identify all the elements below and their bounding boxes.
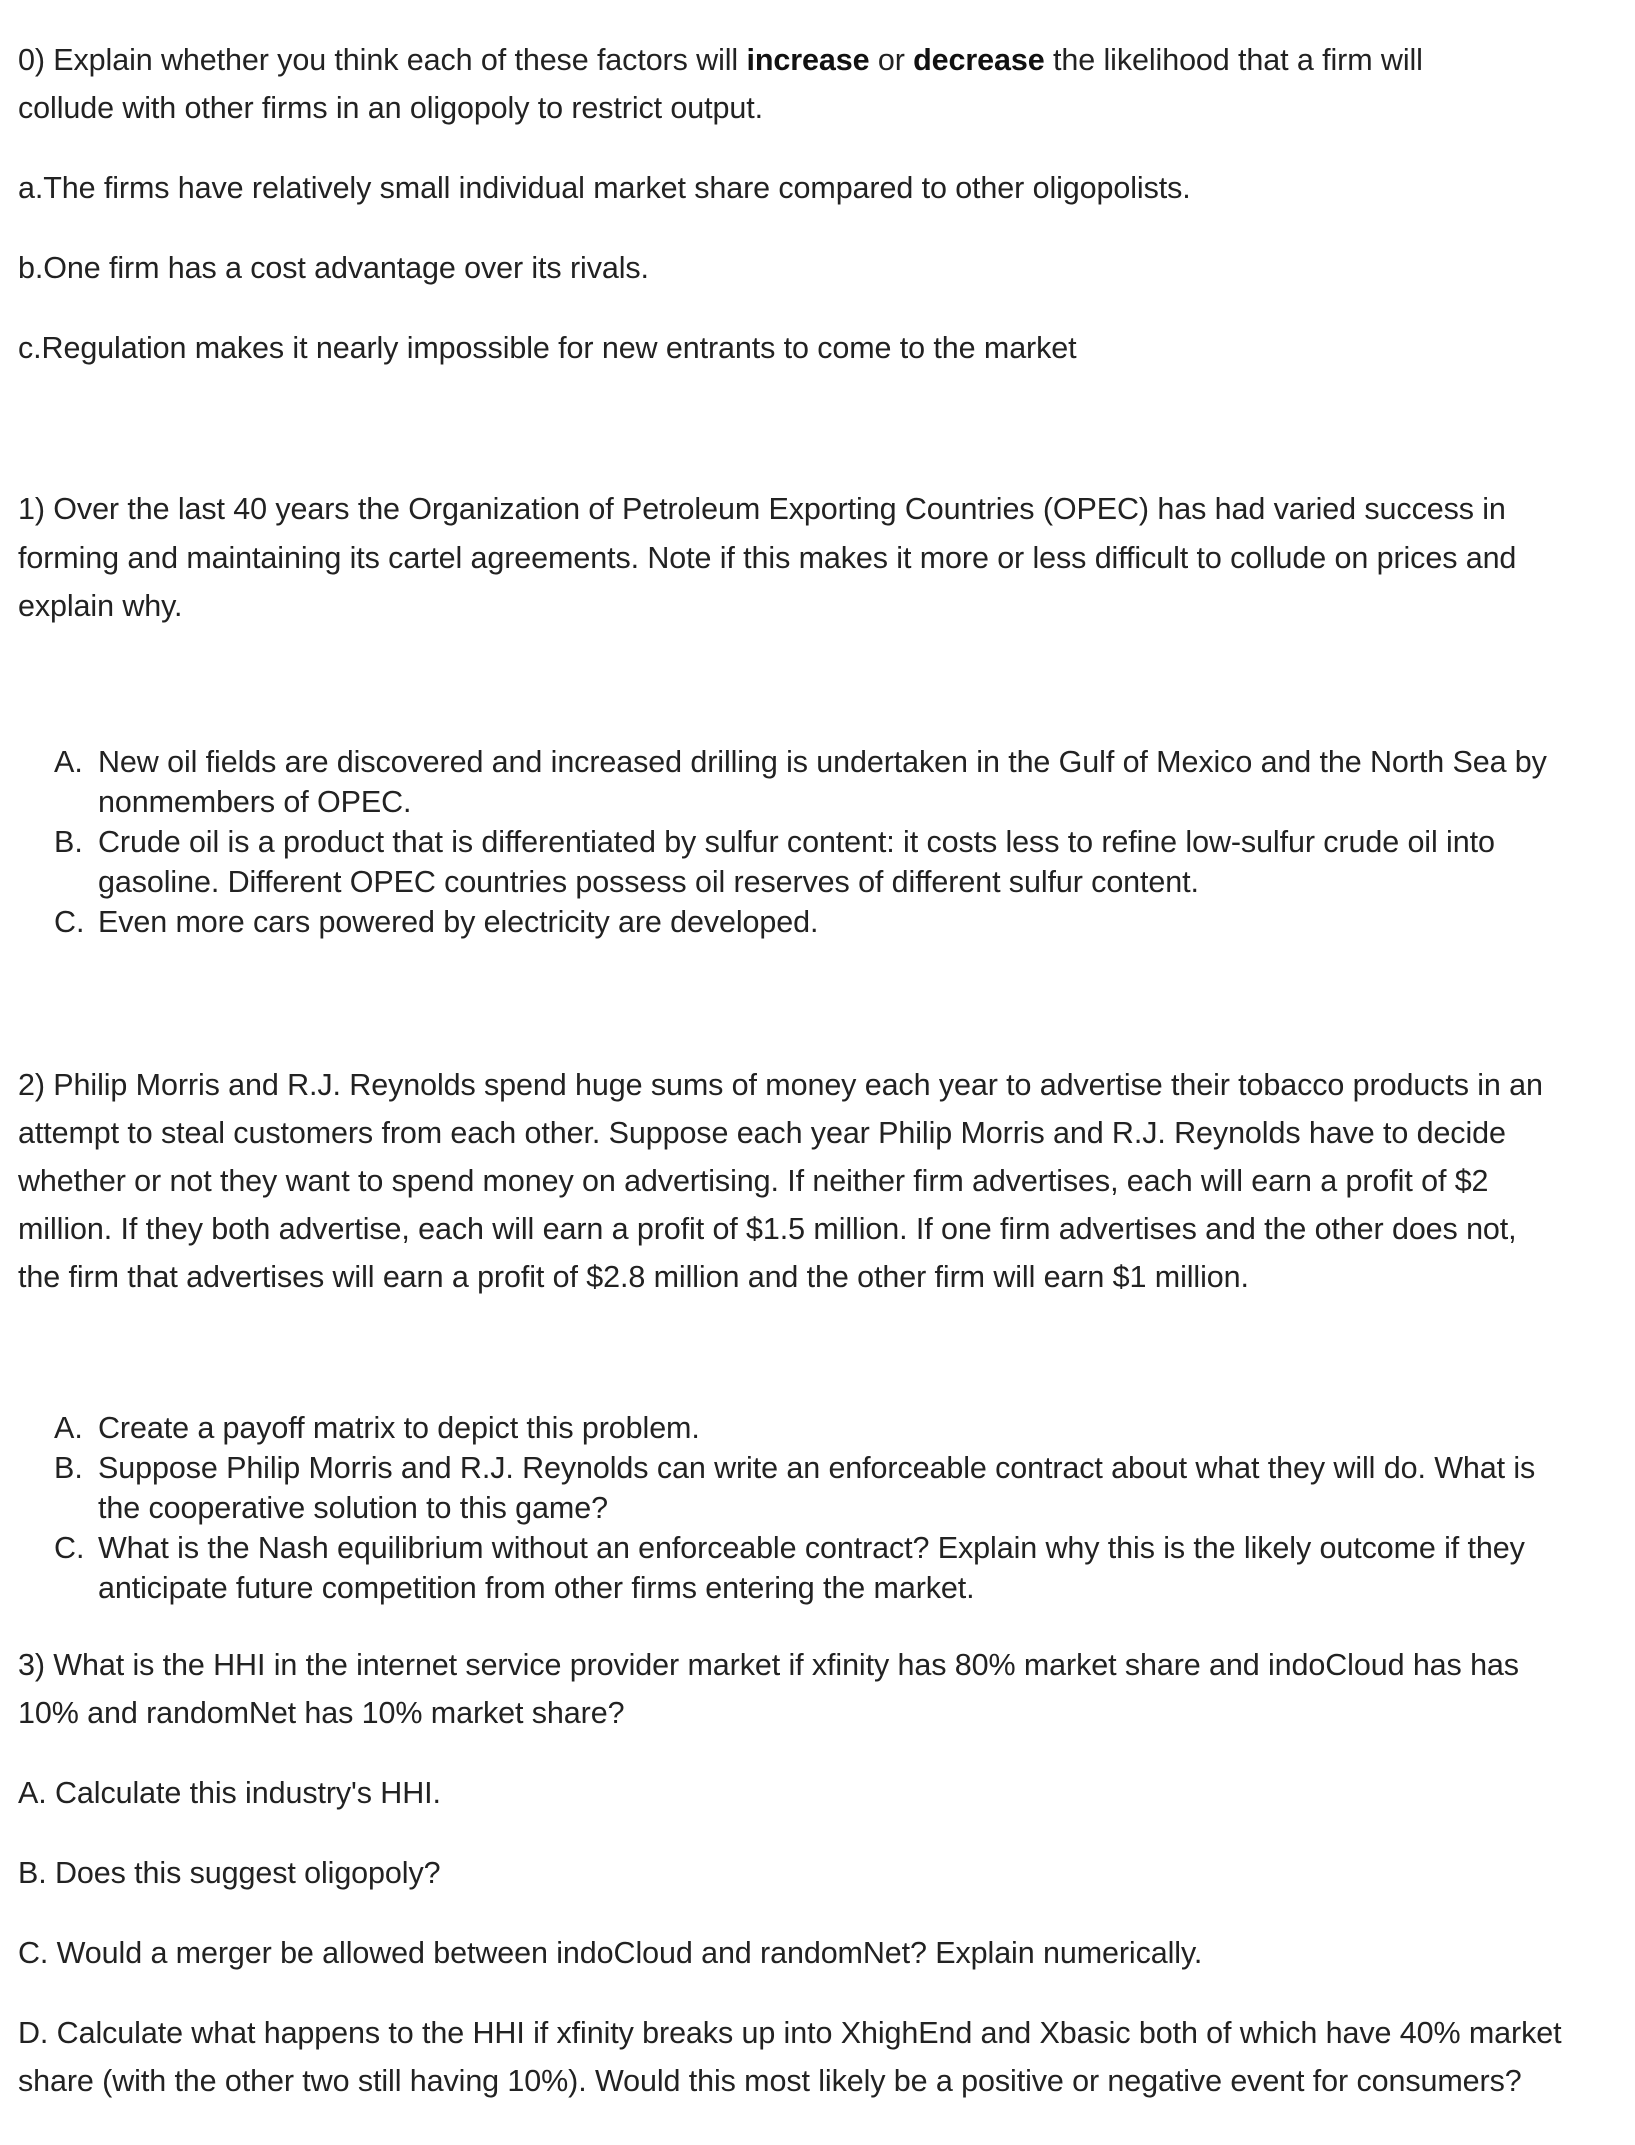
q1-item-c-line-1: Even more cars powered by electricity are developed. bbox=[98, 905, 819, 939]
q2-prompt-line-4: million. If they both advertise, each will earn a profit of $1.5 million. If one firm advertises and the other does not, bbox=[18, 1212, 1517, 1246]
q2-item-c-line-2: anticipate future competition from other firms entering the market. bbox=[98, 1571, 975, 1605]
q1-prompt-line-3: explain why. bbox=[18, 589, 183, 623]
list-marker: A. bbox=[54, 1411, 83, 1445]
q3-prompt-line-2: 10% and randomNet has 10% market share? bbox=[18, 1696, 625, 1730]
q1-prompt-line-1: 1) Over the last 40 years the Organization of Petroleum Exporting Countries (OPEC) has had varied success in bbox=[18, 492, 1506, 526]
q1-item-b-line-2: gasoline. Different OPEC countries possess oil reserves of different sulfur content. bbox=[98, 865, 1199, 899]
q0-prompt-line-2: collude with other firms in an oligopoly to restrict output. bbox=[18, 91, 764, 125]
q0-prompt-line-1 bbox=[18, 36, 1423, 84]
q2-prompt-line-2: attempt to steal customers from each other. Suppose each year Philip Morris and R.J. Reynolds have to decide bbox=[18, 1116, 1506, 1150]
q2-item-c-line-1: What is the Nash equilibrium without an enforceable contract? Explain why this is the likely outcome if they bbox=[98, 1531, 1525, 1565]
list-marker: B. bbox=[54, 1451, 83, 1485]
q1-item-a-line-2: nonmembers of OPEC. bbox=[98, 785, 412, 819]
q2-prompt-line-1: 2) Philip Morris and R.J. Reynolds spend huge sums of money each year to advertise their tobacco products in an bbox=[18, 1068, 1543, 1102]
q0-prompt-text: 0) Explain whether you think each of these factors will bbox=[18, 43, 747, 77]
q3-item-b: B. Does this suggest oligopoly? bbox=[18, 1856, 441, 1890]
q1-prompt-line-2: forming and maintaining its cartel agreements. Note if this makes it more or less difficult to collude on prices and bbox=[18, 541, 1517, 575]
q3-item-c: C. Would a merger be allowed between indoCloud and randomNet? Explain numerically. bbox=[18, 1936, 1203, 1970]
q2-item-b-line-1: Suppose Philip Morris and R.J. Reynolds can write an enforceable contract about what they will do. What is bbox=[98, 1451, 1536, 1485]
q3-item-d-line-1: D. Calculate what happens to the HHI if xfinity breaks up into XhighEnd and Xbasic both of which have 40% market bbox=[18, 2016, 1562, 2050]
list-marker: C. bbox=[54, 1531, 85, 1565]
list-marker: A. bbox=[54, 745, 83, 779]
q3-prompt-line-1: 3) What is the HHI in the internet service provider market if xfinity has 80% market share and indoCloud has has bbox=[18, 1648, 1519, 1682]
q0-item-c: c.Regulation makes it nearly impossible for new entrants to come to the market bbox=[18, 331, 1077, 365]
list-marker: C. bbox=[54, 905, 85, 939]
q3-item-d-line-2: share (with the other two still having 10%). Would this most likely be a positive or negative event for consumers? bbox=[18, 2064, 1522, 2098]
q0-item-b: b.One firm has a cost advantage over its rivals. bbox=[18, 251, 649, 285]
q0-keyword-decrease: decrease bbox=[913, 43, 1045, 77]
q2-item-a-line-1: Create a payoff matrix to depict this problem. bbox=[98, 1411, 700, 1445]
q0-keyword-increase: increase bbox=[746, 43, 870, 77]
q3-item-a: A. Calculate this industry's HHI. bbox=[18, 1776, 441, 1810]
q0-prompt-text: the likelihood that a firm will bbox=[1044, 43, 1423, 77]
q0-item-a: a.The firms have relatively small individual market share compared to other oligopolists. bbox=[18, 171, 1191, 205]
q1-item-a-line-1: New oil fields are discovered and increased drilling is undertaken in the Gulf of Mexico and the North Sea by bbox=[98, 745, 1547, 779]
q2-prompt-line-5: the firm that advertises will earn a profit of $2.8 million and the other firm will earn $1 million. bbox=[18, 1260, 1249, 1294]
list-marker: B. bbox=[54, 825, 83, 859]
q1-item-b-line-1: Crude oil is a product that is differentiated by sulfur content: it costs less to refine low-sulfur crude oil into bbox=[98, 825, 1495, 859]
q2-item-b-line-2: the cooperative solution to this game? bbox=[98, 1491, 608, 1525]
q0-prompt-text: or bbox=[869, 43, 914, 77]
q2-prompt-line-3: whether or not they want to spend money on advertising. If neither firm advertises, each will earn a profit of $2 bbox=[18, 1164, 1489, 1198]
